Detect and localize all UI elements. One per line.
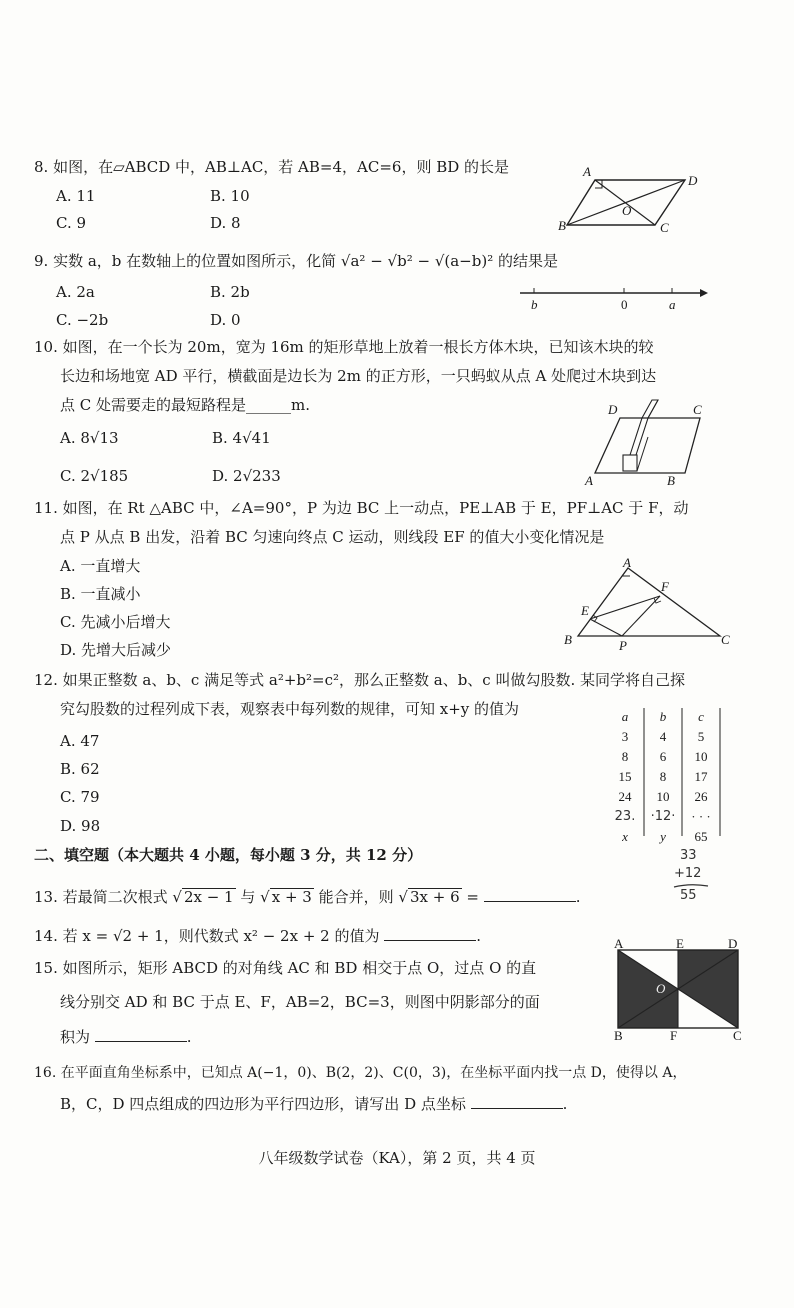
q13-radicand-1: 2x − 1 [183, 888, 234, 906]
q14-end: . [476, 927, 482, 945]
q10-option-a: A. 8√13 [60, 429, 119, 447]
q15-line3-text: 积为 [60, 1028, 91, 1046]
q12-line2: 究勾股数的过程列成下表，观察表中每列数的规律，可知 x+y 的值为 [60, 700, 520, 718]
q11-option-b: B. 一直减小 [60, 585, 141, 603]
q8-label-b: B [558, 218, 566, 233]
section-2-title: 二、填空题（本大题共 4 小题，每小题 3 分，共 12 分） [34, 846, 423, 864]
q9-option-c: C. −2b [56, 311, 109, 329]
q10-option-d: D. 2√233 [212, 467, 281, 485]
table-cell: 4 [659, 729, 667, 744]
q10-label-a: A [585, 473, 593, 488]
table-cell: 24 [618, 789, 632, 804]
q8-label-a: A [583, 164, 591, 179]
q16-line2-text: B，C，D 四点组成的四边形为平行四边形，请写出 D 点坐标 [60, 1095, 466, 1113]
q9-option-a: A. 2a [56, 283, 95, 301]
q15-label-f: F [670, 1028, 678, 1043]
q8-option-a: A. 11 [56, 187, 96, 205]
q11-triangle-figure [570, 560, 730, 645]
table-cell: 17 [694, 769, 708, 784]
q11-label-e: E [581, 603, 589, 618]
table-cell: 23. [614, 809, 636, 824]
q9-option-b: B. 2b [210, 283, 250, 301]
q8-parallelogram-figure [555, 160, 705, 235]
q15-label-a: A [614, 936, 624, 951]
q10-option-c: C. 2√185 [60, 467, 129, 485]
q15-label-c: C [733, 1028, 742, 1043]
page-footer: 八年级数学试卷（KA），第 2 页，共 4 页 [258, 1149, 536, 1167]
q12-handwriting-1: 33 [680, 848, 697, 863]
q12-handwriting-2: +12 [674, 866, 702, 881]
table-cell: ·12· [650, 809, 676, 824]
q15-end: . [186, 1028, 192, 1046]
q9-number-line [520, 285, 710, 305]
q10-label-b: B [667, 473, 675, 488]
q12-option-b: B. 62 [60, 760, 100, 778]
q10-option-b: B. 4√41 [212, 429, 271, 447]
q12-option-a: A. 47 [60, 732, 100, 750]
q15-line3 [60, 1027, 192, 1047]
q11-line2: 点 P 从点 B 出发，沿着 BC 匀速向终点 C 运动，则线段 EF 的值大小变化情况是 [60, 528, 605, 546]
table-cell: b [659, 709, 667, 724]
q9-stem: 9. 实数 a，b 在数轴上的位置如图所示，化简 √a² − √b² − √(a−b)² 的结果是 [34, 252, 558, 270]
q11-label-b: B [564, 632, 572, 647]
table-cell: 10 [656, 789, 670, 804]
table-cell: 26 [694, 789, 708, 804]
q13-answer-blank[interactable] [484, 887, 576, 902]
q14-text [34, 926, 481, 946]
q11-option-a: A. 一直增大 [60, 557, 141, 575]
q8-label-d: D [688, 173, 698, 188]
q10-label-d: D [608, 402, 618, 417]
q12-table-dividers [642, 708, 722, 838]
table-cell: c [698, 709, 704, 724]
table-cell: x [622, 829, 628, 844]
q12-option-c: C. 79 [60, 788, 100, 806]
q13-radicand-2: x + 3 [271, 888, 312, 906]
q8-option-d: D. 8 [210, 214, 241, 232]
q9-label-b: b [531, 297, 538, 312]
q10-line2: 长边和场地宽 AD 平行，横截面是边长为 2m 的正方形，一只蚂蚁从点 A 处爬过木块到达 [60, 367, 657, 385]
q13-text: 13. 若最简二次根式 √ 2x − 1 与 √ x + 3 能合并，则 √ 3x + 6 = . [34, 888, 581, 906]
q11-option-d: D. 先增大后减少 [60, 641, 172, 659]
q9-option-d: D. 0 [210, 311, 241, 329]
q16-line1: 16. 在平面直角坐标系中，已知点 A(−1，0)、B(2，2)、C(0，3)，在坐标平面内找一点 D，使得以 A， [34, 1065, 687, 1081]
table-cell: a [621, 709, 629, 724]
q13-mid: 与 [240, 888, 256, 906]
q13-radicand-3: 3x + 6 [409, 888, 460, 906]
q11-label-a: A [623, 555, 631, 570]
q11-option-c: C. 先减小后增大 [60, 613, 171, 631]
q14-stem: 14. 若 x = √2 + 1，则代数式 x² − 2x + 2 的值为 [34, 927, 380, 945]
table-cell: 10 [694, 749, 708, 764]
q15-label-e: E [676, 936, 684, 951]
q12-line1: 12. 如果正整数 a、b、c 满足等式 a²+b²=c²，那么正整数 a、b、c 叫做勾股数. 某同学将自己探 [34, 671, 686, 689]
q16-line2 [60, 1094, 567, 1114]
table-cell: 15 [618, 769, 632, 784]
q8-label-o: O [622, 203, 632, 218]
table-cell: y [660, 829, 666, 844]
q15-line2: 线分别交 AD 和 BC 于点 E、F，AB=2，BC=3，则图中阴影部分的面 [60, 993, 540, 1011]
q16-end: . [562, 1095, 568, 1113]
q13-mid2: 能合并，则 [318, 888, 394, 906]
q11-label-c: C [721, 632, 730, 647]
q13-pre: 13. 若最简二次根式 [34, 888, 168, 906]
table-cell: 5 [697, 729, 705, 744]
q13-end: . [575, 888, 581, 906]
q12-handwriting-3: 55 [680, 888, 697, 903]
q8-label-c: C [660, 220, 669, 235]
q15-label-o: O [656, 981, 666, 996]
table-cell: · · · [691, 809, 711, 824]
q8-option-b: B. 10 [210, 187, 250, 205]
q11-label-f: F [661, 579, 669, 594]
q15-label-b: B [614, 1028, 623, 1043]
q10-line1: 10. 如图，在一个长为 20m，宽为 16m 的矩形草地上放着一根长方体木块，已知该木块的较 [34, 338, 654, 356]
q14-answer-blank[interactable] [384, 926, 476, 941]
q16-answer-blank[interactable] [471, 1094, 563, 1109]
q15-label-d: D [728, 936, 738, 951]
q8-option-c: C. 9 [56, 214, 87, 232]
q10-label-c: C [693, 402, 702, 417]
table-cell: 6 [659, 749, 667, 764]
q15-line1: 15. 如图所示，矩形 ABCD 的对角线 AC 和 BD 相交于点 O，过点 O 的直 [34, 959, 537, 977]
table-cell: 8 [659, 769, 667, 784]
table-cell: 8 [621, 749, 629, 764]
q9-label-a: a [669, 297, 676, 312]
q15-rectangle-figure [618, 950, 738, 1030]
q10-line3: 点 C 处需要走的最短路程是______m. [60, 396, 311, 414]
table-cell: 65 [694, 829, 708, 844]
table-cell: 3 [621, 729, 629, 744]
q15-answer-blank[interactable] [95, 1027, 187, 1042]
q11-line1: 11. 如图，在 Rt △ABC 中，∠A=90°，P 为边 BC 上一动点，PE⊥AB 于 E，PF⊥AC 于 F，动 [34, 499, 689, 517]
q8-stem: 8. 如图，在▱ABCD 中，AB⊥AC，若 AB=4，AC=6，则 BD 的长是 [34, 158, 510, 176]
q13-equals: = [466, 888, 479, 906]
q9-label-zero: 0 [621, 297, 628, 312]
q12-option-d: D. 98 [60, 817, 101, 835]
q11-label-p: P [619, 638, 627, 653]
